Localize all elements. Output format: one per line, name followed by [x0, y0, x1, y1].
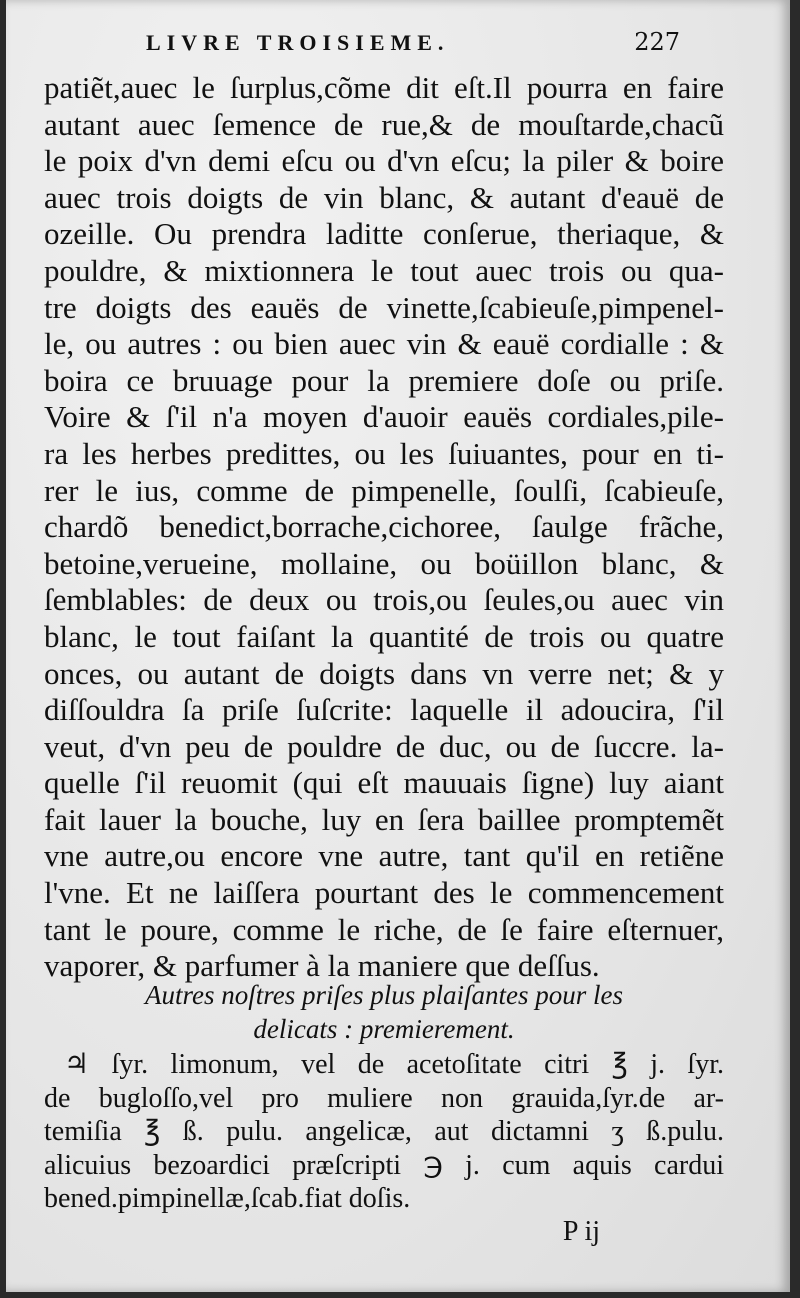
recipe-line: de bugloſſo,vel pro muliere non grauida,ſyr.de ar- [44, 1082, 724, 1114]
body-paragraph [44, 70, 724, 985]
text-line: rer le ius, comme de pimpenelle, ſoulſi, ſcabieuſe, [44, 472, 724, 508]
text-line: betoine,verueine, mollaine, ou boüillon blanc, & [44, 545, 724, 581]
text-line: boira ce bruuage pour la premiere doſe ou priſe. [44, 362, 724, 398]
text-line: ra les herbes predittes, ou les ſuiuantes, pour en ti- [44, 435, 724, 471]
text-line: blanc, le tout faiſant la quantité de trois ou quatre [44, 618, 724, 654]
text-line: quelle ſ'il reuomit (qui eſt mauuais ſigne) luy aiant [44, 765, 724, 801]
text-line: l'vne. Et ne laiſſera pourtant des le commencement [44, 875, 724, 911]
text-line: veut, d'vn peu de pouldre de duc, ou de ſuccre. la- [44, 728, 724, 764]
text-line: chardõ benedict,borrache,cichoree, ſaulge frãche, [44, 509, 724, 545]
text-line: pouldre, & mixtionnera le tout auec trois ou qua- [44, 252, 724, 288]
text-line: patiẽt,auec le ſurplus,cõme dit eſt.Il pourra en faire [44, 70, 724, 105]
text-line: tre doigts des eauës de vinette,ſcabieuſe,pimpenel- [44, 289, 724, 325]
text-line: ſemblables: de deux ou trois,ou ſeules,ou auec vin [44, 582, 724, 618]
text-line: Voire & ſ'il n'a moyen d'auoir eauës cordiales,pile- [44, 399, 724, 435]
text-line: fait lauer la bouche, luy en ſera baillee promptemẽt [44, 801, 724, 837]
text-line: auec trois doigts de vin blanc, & autant d'eauë de [44, 179, 724, 215]
text-line: tant le poure, comme le riche, de ſe faire eſternuer, [44, 911, 724, 947]
text-line: ozeille. Ou prendra laditte conſerue, theriaque, & [44, 216, 724, 252]
recipe-paragraph [44, 1048, 724, 1216]
text-line: le, ou autres : ou bien auec vin & eauë cordialle : & [44, 326, 724, 362]
page-header [146, 22, 680, 62]
recipe-line: temiſia ℥ ß. pulu. angelicæ, aut dictamni ʒ ß.pulu. [44, 1116, 724, 1147]
recipe-line: bened.pimpinellæ,ſcab.fiat doſis. [44, 1183, 411, 1214]
running-head: LIVRE TROISIEME. [146, 30, 450, 55]
page-number: 227 [634, 28, 680, 56]
subtitle-line: Autres noſtres priſes plus plaiſantes pour les [145, 980, 623, 1010]
text-line: autant auec ſemence de rue,& de mouſtarde,chacũ [44, 106, 724, 142]
text-line: vne autre,ou encore vne autre, tant qu'il en retiẽne [44, 838, 724, 874]
subtitle-line: delicats : premierement. [253, 1014, 515, 1044]
recipe-line: alicuius bezoardici præſcripti ℈ j. cum aquis cardui [44, 1149, 724, 1181]
recipe-line: ♃ ſyr. limonum, vel de acetoſitate citri ℥ j. ſyr. [64, 1049, 724, 1080]
text-line: vaporer, & parfumer à la maniere que deſſus. [44, 948, 600, 984]
text-line: le poix d'vn demi eſcu ou d'vn eſcu; la piler & boire [44, 143, 724, 179]
signature-mark: P ij [562, 1216, 600, 1247]
text-line: onces, ou autant de doigts dans vn verre net; & y [44, 655, 724, 691]
text-line: diſſouldra ſa priſe ſuſcrite: laquelle il adoucira, ſ'il [44, 692, 724, 728]
book-page [6, 0, 790, 1292]
section-subtitle [44, 978, 724, 1046]
